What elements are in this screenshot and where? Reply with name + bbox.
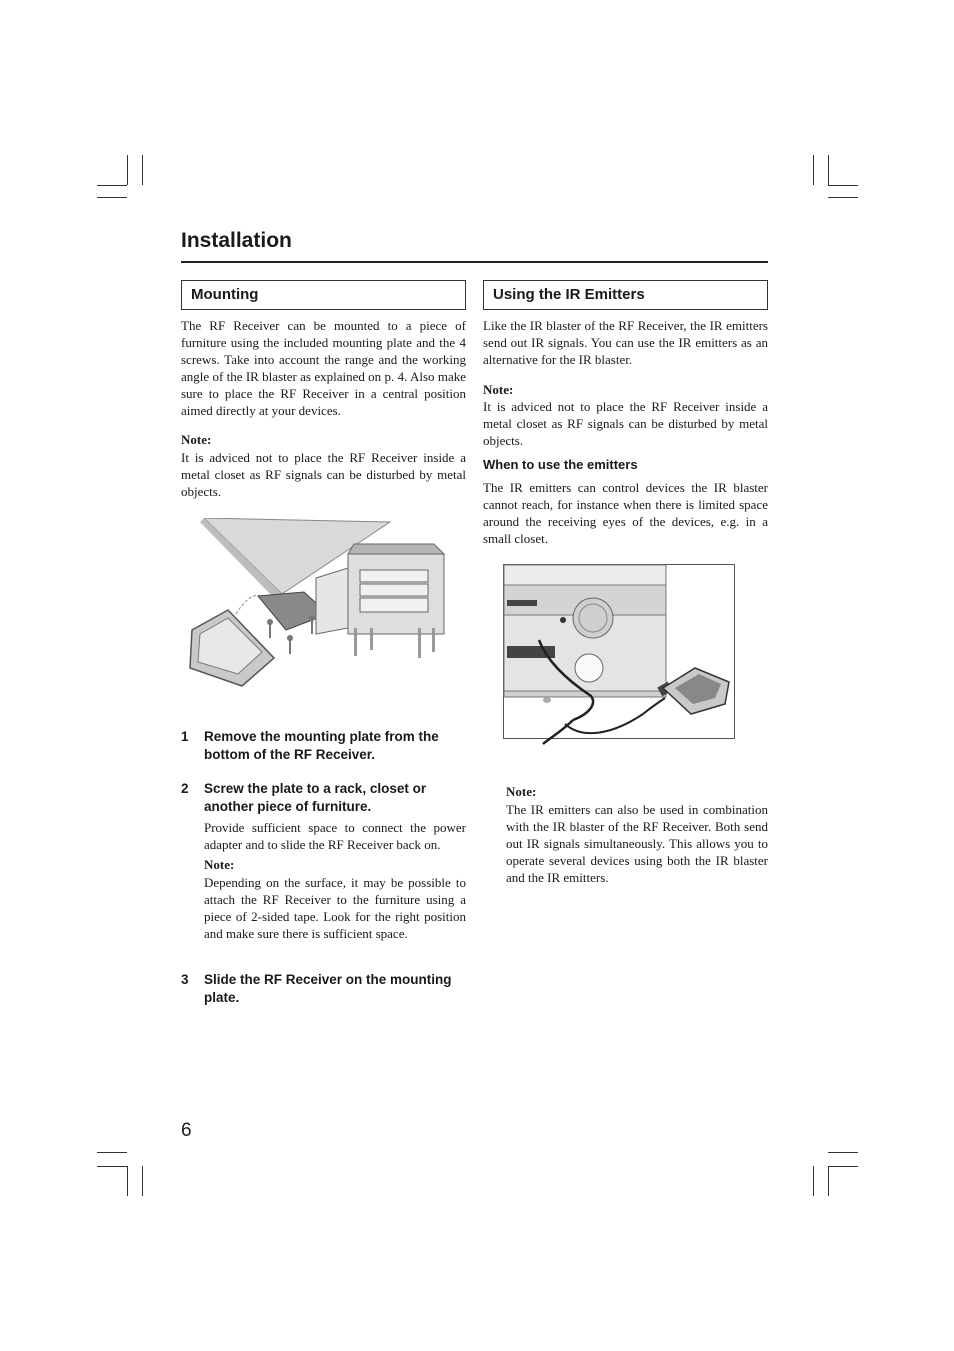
step-2-number: 2 xyxy=(181,781,189,796)
step-1 xyxy=(181,728,471,766)
page-title: Installation xyxy=(181,229,292,252)
title-rule xyxy=(181,261,768,263)
mounting-note-label: Note: xyxy=(181,432,212,447)
step-3 xyxy=(181,971,471,1009)
step-3-number: 3 xyxy=(181,972,189,987)
page-number: 6 xyxy=(181,1120,192,1141)
ir-emitters-intro: Like the IR blaster of the RF Receiver, the IR emitters send out IR signals. You can use the IR emitters as an alternative for the IR blaster. xyxy=(483,318,768,367)
mounting-illustration xyxy=(186,518,448,693)
when-to-use-heading: When to use the emitters xyxy=(483,457,638,472)
mounting-note-text: It is adviced not to place the RF Receiver inside a metal closet as RF signals can be disturbed by metal objects. xyxy=(181,450,466,499)
ir-note-label: Note: xyxy=(483,382,514,397)
step-2-detail: Provide sufficient space to connect the power adapter and to slide the RF Receiver back on. xyxy=(204,820,466,852)
ir-note2-label: Note: xyxy=(506,784,537,799)
step-2-note-text: Depending on the surface, it may be possible to attach the RF Receiver to the furniture using a piece of 2-sided tape. Look for the right position and make sure there is sufficient space. xyxy=(204,875,466,941)
step-2-text: Screw the plate to a rack, closet or another piece of furniture. xyxy=(204,781,427,814)
ir-note2-text: The IR emitters can also be used in combination with the IR blaster of the RF Receiver. Both send out IR signals simultaneously. This allows you to operate several devices using both the IR blaster and the IR emitters. xyxy=(506,802,768,885)
ir-emitters-heading: Using the IR Emitters xyxy=(483,280,768,310)
mounting-intro: The RF Receiver can be mounted to a piece of furniture using the included mounting plate and the 4 screws. Take into account the range and the working angle of the IR blaster as explained on p. 4. Also make sure to place the RF Receiver in a central position aimed directly at your devices. xyxy=(181,318,466,418)
step-2 xyxy=(181,780,471,818)
step-1-text: Remove the mounting plate from the bottom of the RF Receiver. xyxy=(204,729,439,762)
when-to-use-text: The IR emitters can control devices the IR blaster cannot reach, for instance when there is limited space around the receiving eyes of the devices, e.g. in a small closet. xyxy=(483,480,768,546)
ir-emitters-illustration xyxy=(503,564,736,750)
step-2-note-label: Note: xyxy=(204,857,235,872)
mounting-heading: Mounting xyxy=(181,280,466,310)
ir-note-text: It is adviced not to place the RF Receiver inside a metal closet as RF signals can be disturbed by metal objects. xyxy=(483,399,768,448)
step-1-number: 1 xyxy=(181,729,189,744)
step-3-text: Slide the RF Receiver on the mounting plate. xyxy=(204,972,452,1005)
